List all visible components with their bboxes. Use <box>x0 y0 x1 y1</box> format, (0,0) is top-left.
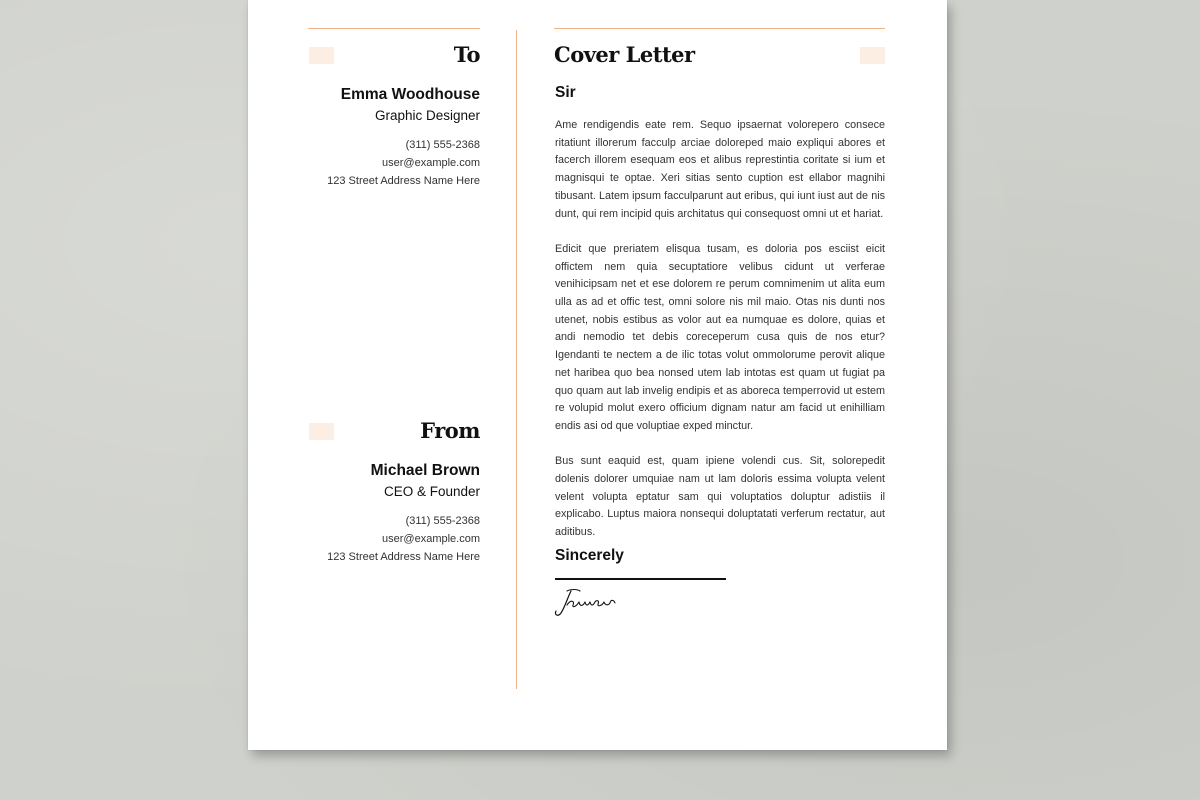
sender-title: CEO & Founder <box>383 484 480 499</box>
recipient-name: Emma Woodhouse <box>340 86 480 103</box>
handwritten-signature <box>553 585 623 620</box>
sender-block <box>308 461 480 566</box>
salutation: Sir <box>555 84 576 101</box>
recipient-block <box>308 85 480 190</box>
sender-phone: (311) 555-2368 <box>405 515 480 527</box>
cover-letter-page <box>248 0 947 750</box>
left-top-rule <box>308 28 480 29</box>
letter-accent-tab <box>860 47 885 64</box>
from-heading: From <box>420 418 480 443</box>
letter-body <box>555 117 885 560</box>
to-heading: To <box>453 42 480 67</box>
sender-address: 123 Street Address Name Here <box>327 551 480 563</box>
signature-line <box>555 578 726 580</box>
right-top-rule <box>554 28 885 29</box>
letter-heading: Cover Letter <box>554 42 695 67</box>
letter-paragraph-1: Ame rendigendis eate rem. Sequo ipsaernat volorepero consece ritatiunt illorerum facculp arciae doloreped maio expliqui abores et facerch illorem esequam eos et alibus represtintia coritate si ium et magnisqui te optae. Xeri sitias sento cuption est ellabor magnihi tibusant. Latem ipsum facculparunt aut eribus, qui iunt iust aut de nis dunt, qui rem incipid quis architatus qui consequost omni ut et hariat. <box>555 119 885 220</box>
sender-email: user@example.com <box>382 533 480 545</box>
recipient-email: user@example.com <box>382 157 480 169</box>
recipient-contact <box>308 136 480 190</box>
recipient-address: 123 Street Address Name Here <box>327 175 480 187</box>
recipient-phone: (311) 555-2368 <box>405 139 480 151</box>
sender-name: Michael Brown <box>370 462 480 479</box>
closing: Sincerely <box>555 547 624 564</box>
letter-paragraph-2: Edicit que preriatem elisqua tusam, es doloria pos esciist eicit offictem nem quia secuptatiore velibus cidunt ut verferae venihicipsam net et ese dolorem re perum comnimenim ut alita eum ulla as ad et offic test, omni solore nis mil maio. Otas nis dunti nos utenet, nobis estibus as volor aut ea numquae es dolore, quias et andi nemodio tet debis coreceperum cusa quis de nos etur? Igendanti te nectem a de ilic totas volut ommolorume perovit alique net haribea quo bea nonsed utem lab intotas est quam ut fugiat pa quo quam aut lab invelig endipis et as aboreca temperrovid ut estem re volupid molut exero officium dignam natur am facid ut enihilliam endis asi od que voluptiae exped minctur. <box>555 242 885 432</box>
recipient-title: Graphic Designer <box>374 108 480 123</box>
column-divider <box>516 30 517 689</box>
sender-contact <box>308 512 480 566</box>
letter-paragraph-3: Bus sunt eaquid est, quam ipiene volendi cus. Sit, solorepedit dolenis dolorer umquiae nam ut lam doloris essima volupta velent velent volupta eptatur sam qui voluptatios doluptur adistiis il explicabo. Luptus maiora nonsequi doluptatati verferum rectatur, aut aditibus. <box>555 455 885 539</box>
